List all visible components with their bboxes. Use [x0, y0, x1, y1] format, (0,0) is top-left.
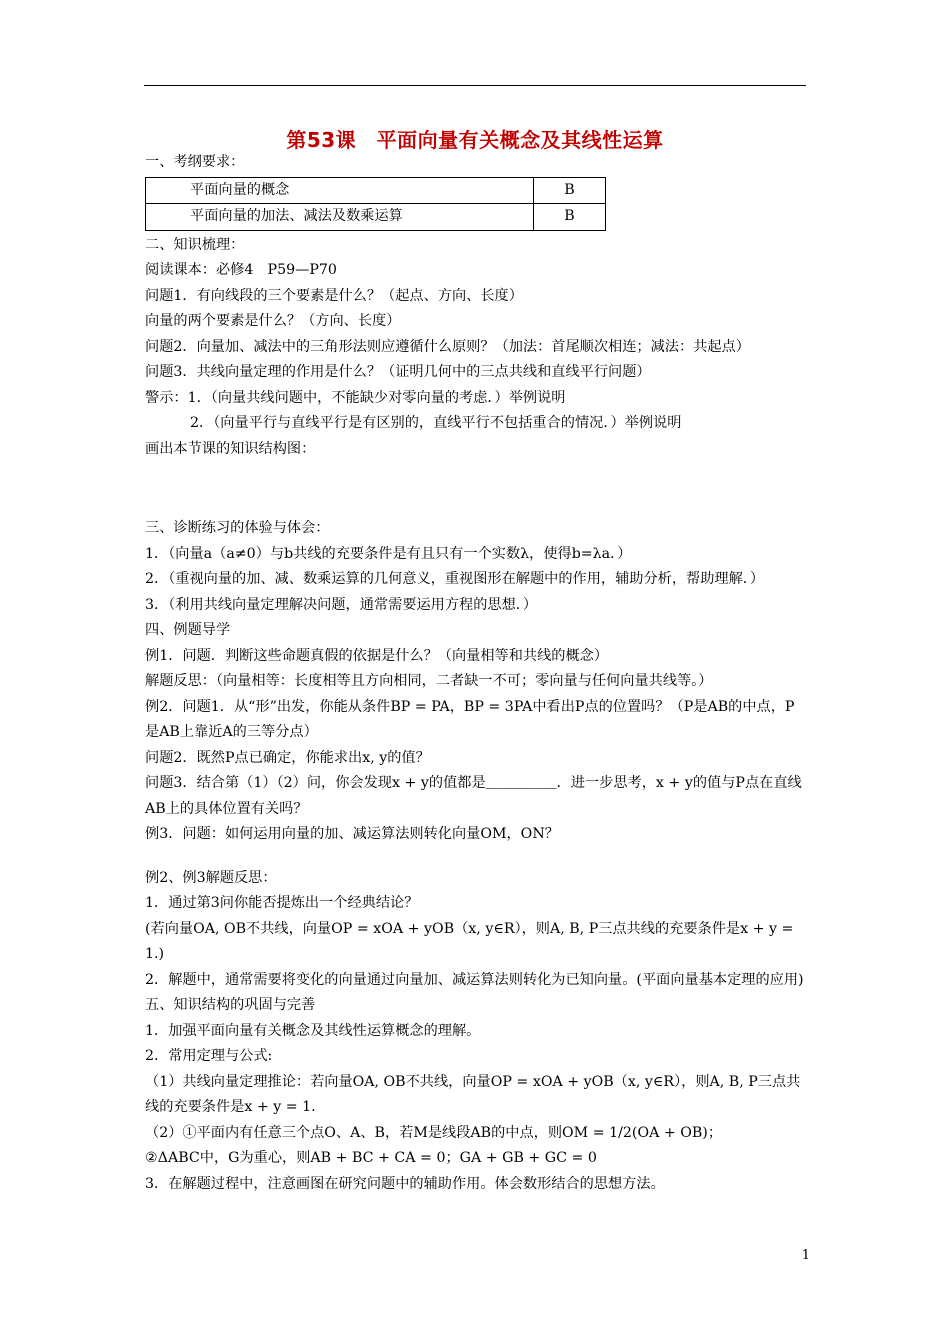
text-line: 问题2．向量加、减法中的三角形法则应遵循什么原则？（加法：首尾顺次相连；减法：共起点）	[145, 338, 750, 355]
page-number: 1	[801, 1248, 810, 1263]
text-line: 例2、例3解题反思：	[145, 869, 277, 886]
table-row	[146, 204, 606, 231]
section-5-heading: 五、知识结构的巩固与完善	[145, 997, 316, 1013]
text-line: 例2．问题1．从“形”出发，你能从条件BP = PA，BP = 3PA中看出P点的位置吗？（P是AB的中点，P是AB上靠近A的三等分点）	[145, 698, 795, 740]
text-line: 问题3．共线向量定理的作用是什么？（证明几何中的三点共线和直线平行问题）	[145, 364, 651, 380]
text-line: 3．（利用共线向量定理解决问题，通常需要运用方程的思想．）	[145, 596, 538, 613]
section-3-heading: 三、诊断练习的体验与体会：	[145, 520, 330, 536]
section-4-heading: 四、例题导学	[145, 622, 231, 638]
page-title: 第53课 平面向量有关概念及其线性运算	[286, 128, 664, 152]
syllabus-table	[145, 177, 606, 231]
table-row	[146, 177, 606, 204]
text-line: 警示：1．（向量共线问题中，不能缺少对零向量的考虑．）举例说明	[145, 389, 566, 406]
text-line: 阅读课本：必修4 P59—P70	[145, 262, 337, 278]
text-line: 例1．问题．判断这些命题真假的依据是什么？（向量相等和共线的概念）	[145, 647, 609, 664]
text-line: (若向量OA, OB不共线，向量OP = xOA + yOB（x, y∈R），则A, B, P三点共线的充要条件是x + y = 1.)	[145, 920, 794, 962]
table-cell: 平面向量的概念	[146, 177, 534, 204]
text-line: 3．在解题过程中，注意画图在研究问题中的辅助作用。体会数形结合的思想方法。	[145, 1175, 665, 1192]
text-line: 画出本节课的知识结构图：	[145, 440, 316, 457]
text-line: 2．常用定理与公式:	[145, 1048, 273, 1064]
text-line: 问题3．结合第（1）（2）问，你会发现x + y的值都是＿＿＿＿＿．进一步思考，x + y的值与P点在直线AB上的具体位置有关吗？	[145, 775, 802, 817]
text-line: 1．通过第3问你能否提炼出一个经典结论？	[145, 895, 419, 911]
section-2-heading: 二、知识梳理：	[145, 236, 245, 253]
blank-space	[145, 462, 807, 516]
text-line: 2．解题中，通常需要将变化的向量通过向量加、减运算法则转化为已知向量。(平面向量基本定理的应用)	[145, 971, 804, 988]
table-cell: 平面向量的加法、减法及数乘运算	[146, 204, 534, 231]
text-line: 问题1．有向线段的三个要素是什么？（起点、方向、长度）	[145, 287, 523, 304]
text-line: 2．（重视向量的加、减、数乘运算的几何意义，重视图形在解题中的作用，辅助分析，帮助理解．）	[145, 571, 765, 587]
blank-space	[145, 848, 807, 866]
document-body	[145, 150, 807, 1197]
text-line: （1）共线向量定理推论：若向量OA, OB不共线，向量OP = xOA + yOB（x, y∈R），则A, B, P三点共线的充要条件是x + y = 1.	[145, 1073, 801, 1115]
table-cell: B	[534, 204, 606, 231]
section-1-heading: 一、考纲要求：	[145, 154, 245, 170]
text-line: ②ΔABC中，G为重心，则AB + BC + CA = 0；GA + GB + GC = 0	[145, 1150, 597, 1166]
text-line: 2．（向量平行与直线平行是有区别的，直线平行不包括重合的情况．）举例说明	[190, 415, 682, 431]
text-line: 解题反思：（向量相等：长度相等且方向相同，二者缺一不可；零向量与任何向量共线等。）	[145, 673, 713, 689]
header-rule	[144, 85, 806, 86]
text-line: 问题2．既然P点已确定，你能求出x, y的值？	[145, 749, 430, 766]
text-line: 向量的两个要素是什么？（方向、长度）	[145, 313, 401, 329]
text-line: 1．（向量a（a≠0）与b共线的充要条件是有且只有一个实数λ，使得b=λa．）	[145, 545, 632, 562]
text-line: 1．加强平面向量有关概念及其线性运算概念的理解。	[145, 1022, 481, 1039]
table-cell: B	[534, 177, 606, 204]
text-line: （2）①平面内有任意三个点O、A、B，若M是线段AB的中点，则OM = 1/2(OA + OB)；	[145, 1124, 723, 1141]
text-line: 例3．问题：如何运用向量的加、减运算法则转化向量OM，ON？	[145, 826, 559, 842]
